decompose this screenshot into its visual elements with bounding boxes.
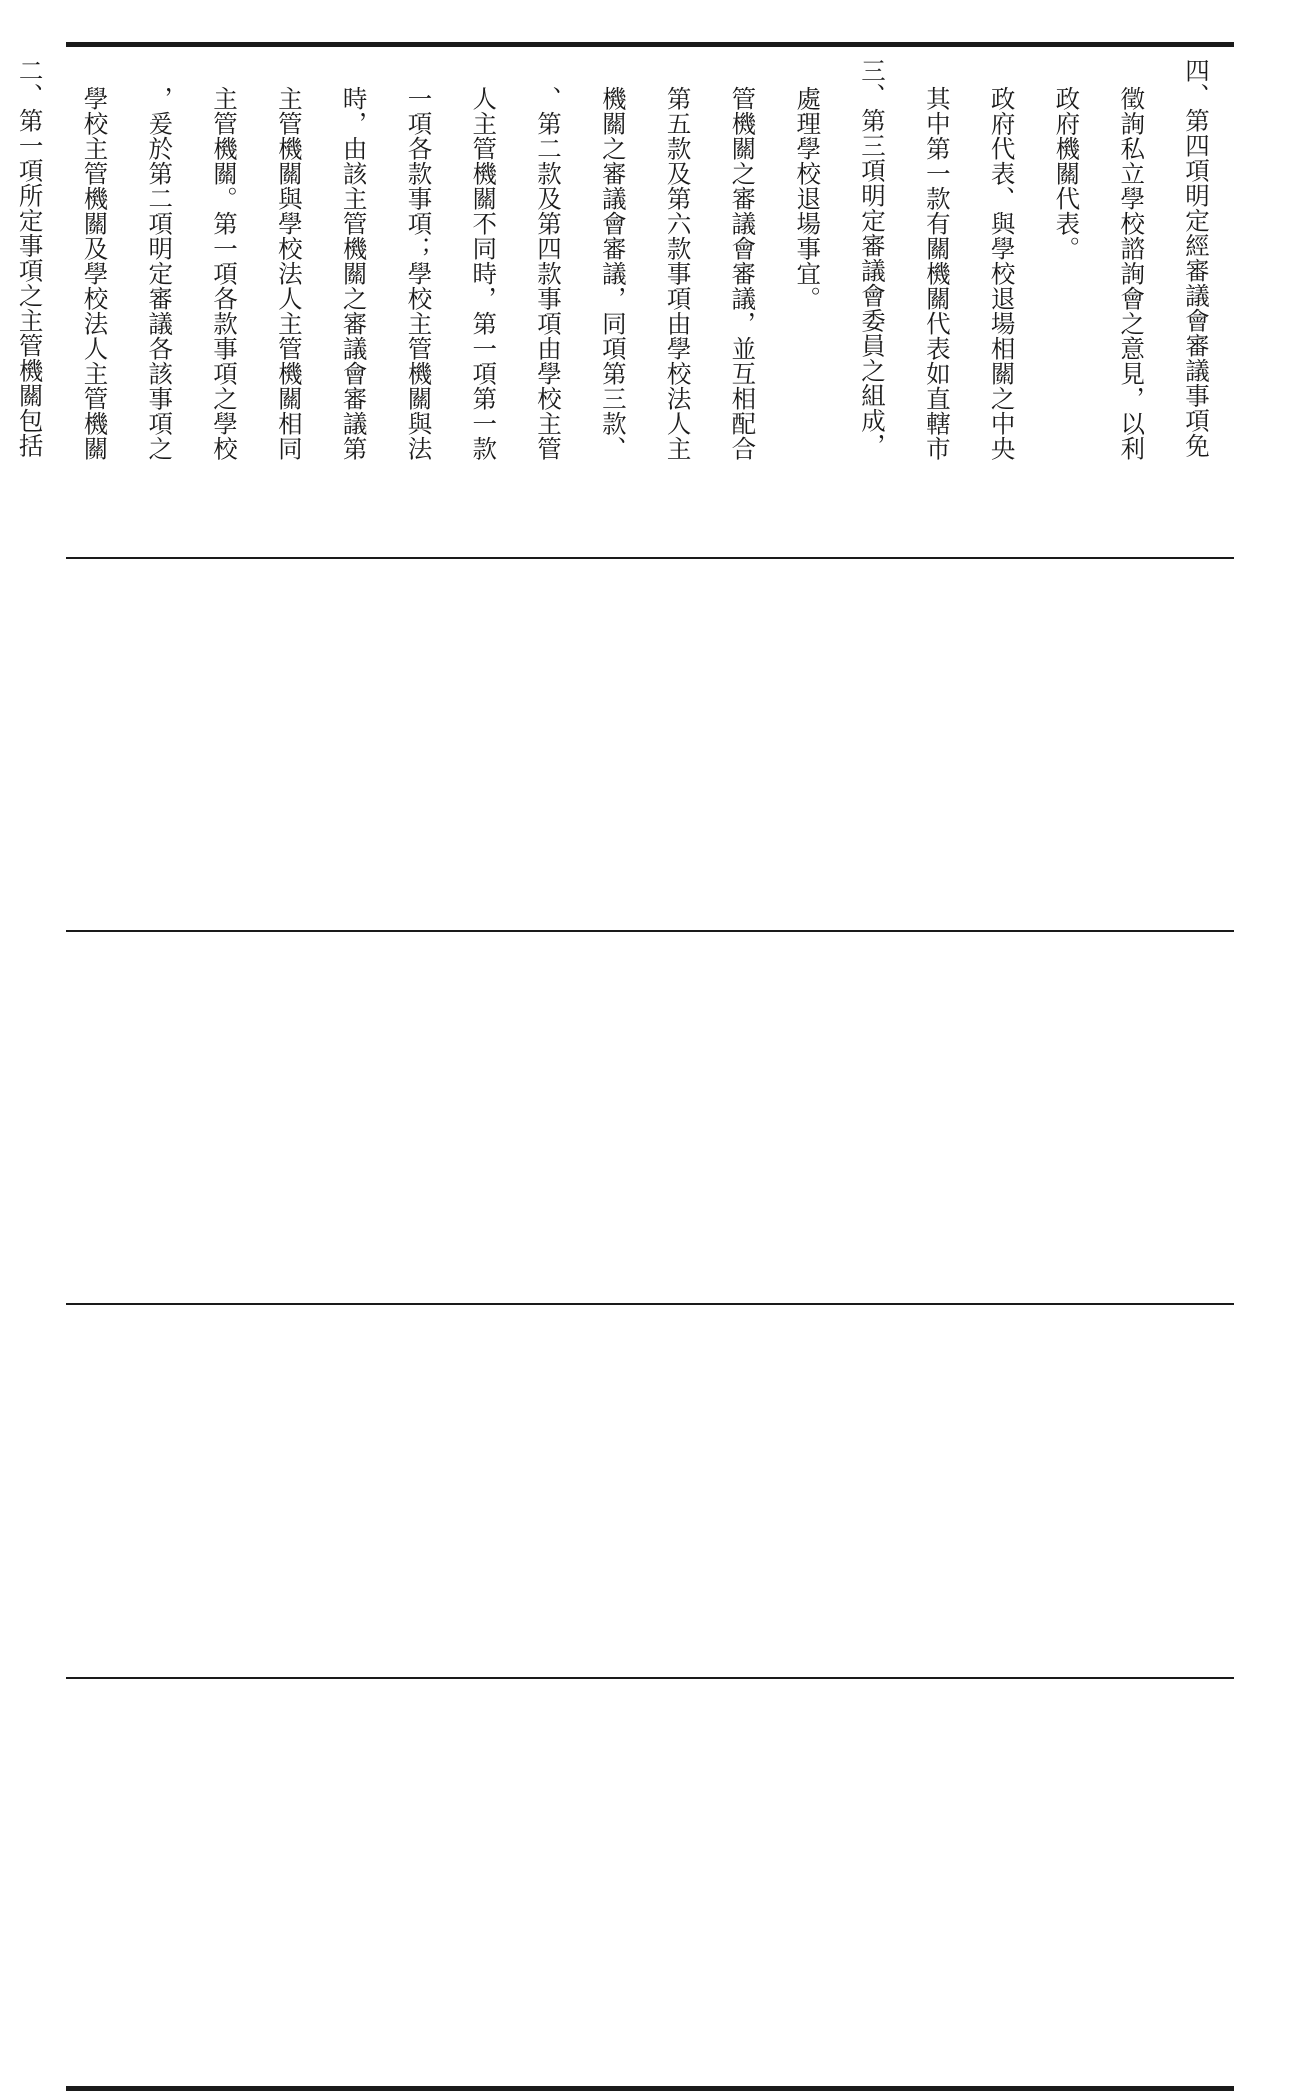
text-column: 一項各款事項；學校主管機關與法 <box>404 86 434 461</box>
text-column: 機關之審議會審議，同項第三款、 <box>598 86 628 461</box>
text-column: 政府代表、與學校退場相關之中央 <box>987 86 1017 461</box>
text-column: 徵詢私立學校諮詢會之意見，以利 <box>1117 86 1147 461</box>
text-column: 二、第一項所定事項之主管機關包括 <box>15 58 45 458</box>
text-column: 處理學校退場事宜。 <box>793 86 823 311</box>
text-column: 主管機關。第一項各款事項之學校 <box>210 86 240 461</box>
top-thick-rule <box>66 42 1234 47</box>
explanation-text <box>0 58 1228 548</box>
text-column: 管機關之審議會審議，並互相配合 <box>728 86 758 461</box>
text-column: 第五款及第六款事項由學校法人主 <box>663 86 693 461</box>
text-column: 學校主管機關及學校法人主管機關 <box>80 86 110 461</box>
table-divider-3 <box>66 1303 1234 1305</box>
text-column: 主管機關與學校法人主管機關相同 <box>274 86 304 461</box>
table-divider-1 <box>66 557 1234 559</box>
text-column: 、第二款及第四款事項由學校主管 <box>534 86 564 461</box>
bottom-thick-rule <box>66 2086 1234 2091</box>
text-column: 其中第一款有關機關代表如直轄市 <box>922 86 952 461</box>
text-column: 人主管機關不同時，第一項第一款 <box>469 86 499 461</box>
table-divider-2 <box>66 930 1234 932</box>
text-column: 三、第三項明定審議會委員之組成， <box>858 58 888 458</box>
text-column: 時，由該主管機關之審議會審議第 <box>339 86 369 461</box>
text-column: 政府機關代表。 <box>1052 86 1082 261</box>
table-divider-4 <box>66 1677 1234 1679</box>
text-column: 四、第四項明定經審議會審議事項免 <box>1182 58 1211 458</box>
text-column: ，爰於第二項明定審議各該事項之 <box>145 86 175 461</box>
